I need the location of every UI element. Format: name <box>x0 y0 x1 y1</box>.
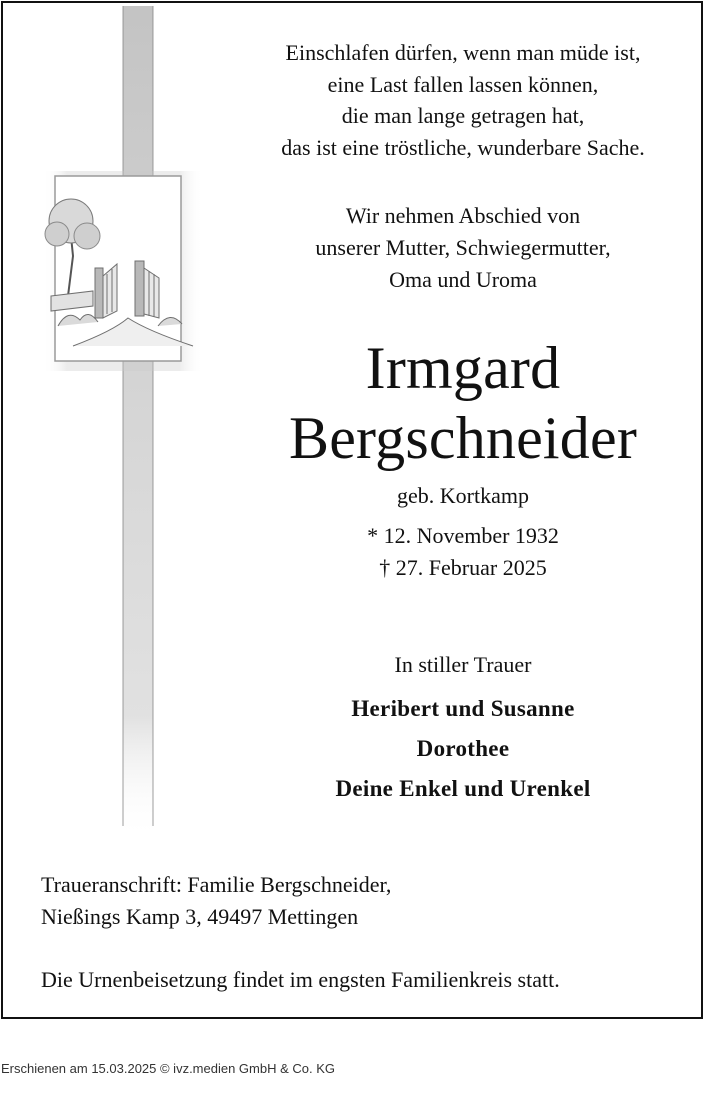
obituary-notice <box>1 1 703 1019</box>
address-line: Traueranschrift: Familie Bergschneider, <box>41 872 392 897</box>
poem-line: das ist eine tröstliche, wunderbare Sache. <box>281 134 645 160</box>
intro-line: unserer Mutter, Schwiegermutter, <box>315 235 611 260</box>
publication-credit: Erschienen am 15.03.2025 © ivz.medien GmbH & Co. KG <box>1 1061 336 1076</box>
address-line: Nießings Kamp 3, 49497 Mettingen <box>41 904 359 929</box>
birth-date: * 12. November 1932 <box>367 523 559 548</box>
poem-verse <box>233 37 693 163</box>
mourning-lead: In stiller Trauer <box>394 652 532 677</box>
first-name: Irmgard <box>365 335 561 401</box>
poem-line: die man lange getragen hat, <box>341 103 585 128</box>
death-date: † 27. Februar 2025 <box>379 555 547 580</box>
mourner-name: Heribert und Susanne <box>351 696 575 721</box>
cross-vertical-beam <box>123 6 153 841</box>
cross-illustration <box>33 6 208 841</box>
funeral-note: Die Urnenbeisetzung findet im engsten Familienkreis statt. <box>41 967 560 992</box>
life-dates <box>233 520 693 584</box>
poem-line: Einschlafen dürfen, wenn man müde ist, <box>285 40 641 65</box>
mourners-list <box>233 689 693 809</box>
intro-line: Wir nehmen Abschied von <box>345 203 581 228</box>
farewell-intro <box>233 200 693 296</box>
mourner-name: Deine Enkel und Urenkel <box>335 776 591 801</box>
mourner-name: Dorothee <box>416 736 510 761</box>
poem-line: eine Last fallen lassen können, <box>327 71 599 97</box>
last-name: Bergschneider <box>288 405 638 471</box>
deceased-name <box>233 333 693 473</box>
mourning-address <box>41 869 391 933</box>
intro-line: Oma und Uroma <box>389 267 537 292</box>
birth-name: geb. Kortkamp <box>397 483 529 508</box>
